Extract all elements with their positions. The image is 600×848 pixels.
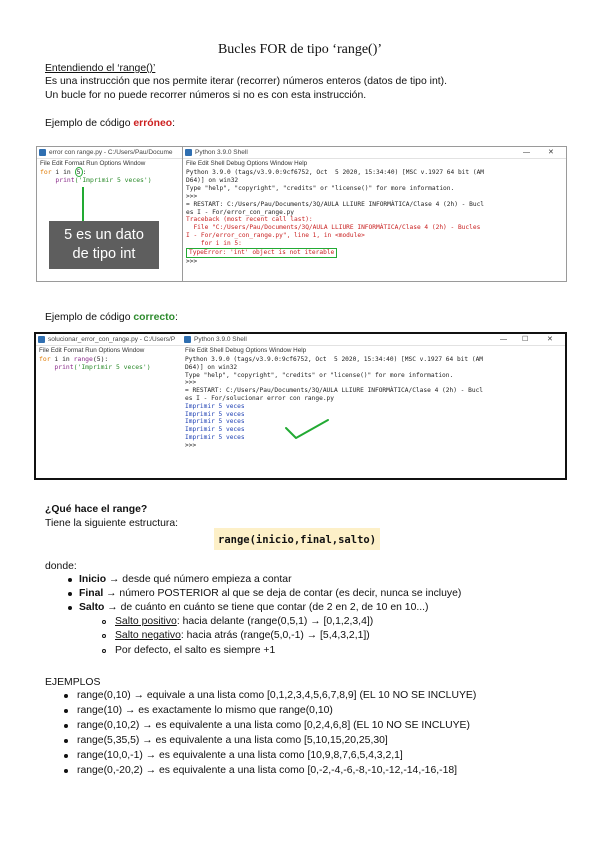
label-prefix: Ejemplo de código bbox=[45, 312, 134, 323]
sub-term: Salto positivo bbox=[115, 616, 177, 627]
traceback-line: for i in 5: bbox=[186, 240, 242, 248]
traceback-line: File "C:/Users/Pau/Documents/3Q/AULA LLIURE INFORMÀTICA/Clase 4 (2h) - Bucles bbox=[186, 224, 481, 232]
code-kw: for bbox=[40, 168, 52, 176]
shell-line: Type "help", "copyright", "credits" or "license()" for more information. bbox=[185, 371, 454, 379]
code-number: 5 bbox=[76, 168, 81, 176]
item-term: Salto bbox=[79, 602, 105, 613]
bullet-icon bbox=[64, 769, 68, 773]
shell-prompt[interactable]: >>> bbox=[185, 441, 200, 449]
code-rest: i in bbox=[50, 355, 74, 363]
example-item: range(10) → es exactamente lo mismo que range(0,10) bbox=[77, 705, 333, 716]
shell-prompt[interactable]: >>> bbox=[186, 257, 201, 265]
minimize-icon[interactable]: — bbox=[523, 149, 530, 156]
editor-title: error con range.py - C:/Users/Pau/Docume bbox=[49, 149, 173, 156]
shell-titlebar bbox=[183, 147, 566, 159]
shell-menubar[interactable]: File Edit Shell Debug Options Window Help bbox=[185, 347, 307, 354]
shell-line: Python 3.9.0 (tags/v3.9.0:9cf6752, Oct 5 2020, 15:34:40) [MSC v.1927 64 bit (AM bbox=[186, 169, 485, 176]
structure-intro: Tiene la siguiente estructura: bbox=[45, 518, 179, 529]
correct-editor-window bbox=[36, 334, 183, 478]
code-range: range bbox=[73, 355, 93, 363]
checkmark-icon bbox=[282, 414, 332, 444]
code-colon: : bbox=[82, 168, 87, 176]
python-file-icon bbox=[38, 336, 45, 343]
structure-item bbox=[79, 601, 428, 614]
shell-line: es I - For/solucionar error con range.py bbox=[185, 394, 335, 402]
wrong-shell-window bbox=[182, 146, 567, 282]
shell-line: es I - For/error_con_range.py bbox=[186, 208, 295, 216]
example-item: range(5,35,5) → es equivalente a una lista como [5,10,15,20,25,30] bbox=[77, 735, 388, 746]
shell-line: Python 3.9.0 (tags/v3.9.0:9cf6752, Oct 5 2020, 15:34:40) [MSC v.1927 64 bit (AM bbox=[185, 356, 484, 363]
output-line: Imprimir 5 veces bbox=[185, 426, 245, 434]
example-item: range(0,10,2) → es equivalente a una lista como [0,2,4,6,8] (EL 10 NO SE INCLUYE) bbox=[77, 720, 470, 731]
label-wrong-word: erróneo bbox=[133, 118, 173, 129]
code-string: ('Imprimir 5 veces') bbox=[73, 362, 151, 371]
editor-menubar[interactable]: File Edit Format Run Options Window bbox=[40, 160, 146, 167]
label-prefix: Ejemplo de código bbox=[45, 118, 134, 129]
shell-line: = RESTART: C:/Users/Pau/Documents/3Q/AULA LLIURE INFORMÀTICA/Clase 4 (2h) - Bucl bbox=[185, 387, 484, 395]
shell-title: Python 3.9.0 Shell bbox=[194, 336, 247, 343]
item-text: → número POSTERIOR al que se deja de contar (es decir, nunca se incluye) bbox=[103, 588, 462, 599]
wrong-editor-window bbox=[36, 146, 184, 282]
shell-line: Type "help", "copyright", "credits" or "license()" for more information. bbox=[186, 184, 455, 192]
shell-line: D64)] on win32 bbox=[186, 176, 239, 184]
code-string: ('Imprimir 5 veces') bbox=[74, 175, 152, 184]
sub-item bbox=[115, 615, 373, 628]
donde-label: donde: bbox=[45, 561, 77, 572]
item-term: Inicio bbox=[79, 574, 107, 585]
sub-bullet-icon bbox=[102, 634, 106, 638]
python-shell-icon bbox=[185, 149, 192, 156]
examples-heading: EJEMPLOS bbox=[45, 677, 101, 688]
wrong-example-label bbox=[45, 117, 175, 130]
intro-line-1: Es una instrucción que nos permite iterar (recorrer) números enteros (datos de tipo int). bbox=[45, 76, 447, 87]
editor-title: solucionar_error_con_range.py - C:/Users/P bbox=[48, 336, 176, 343]
bullet-icon bbox=[64, 739, 68, 743]
item-text: → desde qué número empieza a contar bbox=[106, 574, 292, 585]
bullet-icon bbox=[64, 724, 68, 728]
bullet-icon bbox=[64, 694, 68, 698]
shell-menubar[interactable]: File Edit Shell Debug Options Window Help bbox=[186, 160, 308, 167]
traceback-line: I - For/error_con_range.py", line 1, in <module> bbox=[186, 232, 365, 240]
python-file-icon bbox=[39, 149, 46, 156]
shell-title: Python 3.9.0 Shell bbox=[195, 149, 248, 156]
sub-bullet-icon bbox=[102, 649, 106, 653]
code-rest: i in bbox=[51, 168, 75, 176]
item-text: → de cuánto en cuánto se tiene que contar (de 2 en 2, de 10 en 10...) bbox=[104, 602, 429, 613]
sub-text: : hacia delante (range(0,5,1) → [0,1,2,3,4]) bbox=[176, 616, 374, 627]
code-print: print bbox=[39, 362, 74, 371]
sub-item bbox=[115, 644, 275, 657]
structure-heading: ¿Qué hace el range? bbox=[45, 504, 148, 515]
shell-titlebar bbox=[182, 334, 565, 346]
maximize-icon[interactable]: ☐ bbox=[522, 336, 529, 343]
item-term: Final bbox=[79, 588, 104, 599]
syntax-text: range(inicio,final,salto) bbox=[218, 534, 377, 546]
sub-item bbox=[115, 629, 370, 642]
close-icon[interactable]: ✕ bbox=[548, 149, 554, 156]
structure-item bbox=[79, 587, 461, 600]
bullet-icon bbox=[68, 592, 72, 596]
editor-titlebar bbox=[36, 334, 182, 346]
sub-text: Por defecto, el salto es siempre +1 bbox=[115, 645, 276, 656]
shell-line: D64)] on win32 bbox=[185, 363, 238, 371]
editor-code[interactable] bbox=[37, 169, 183, 184]
editor-code[interactable] bbox=[36, 356, 182, 371]
shell-output[interactable] bbox=[182, 356, 565, 450]
code-kw: for bbox=[39, 355, 51, 363]
intro-line-2: Un bucle for no puede recorrer números si no es con esta instrucción. bbox=[45, 90, 367, 101]
code-print: print bbox=[40, 175, 75, 184]
error-line: TypeError: 'int' object is not iterable bbox=[186, 248, 337, 258]
close-icon[interactable]: ✕ bbox=[547, 336, 553, 343]
bullet-icon bbox=[68, 606, 72, 610]
output-line: Imprimir 5 veces bbox=[185, 433, 245, 441]
bullet-icon bbox=[68, 578, 72, 582]
correct-shell-window bbox=[182, 334, 565, 478]
example-item: range(10,0,-1) → es equivalente a una lista como [10,9,8,7,6,5,4,3,2,1] bbox=[77, 750, 403, 761]
minimize-icon[interactable]: — bbox=[500, 336, 507, 343]
syntax-box bbox=[214, 528, 380, 550]
bullet-icon bbox=[64, 709, 68, 713]
callout-box: 5 es un dato de tipo int bbox=[49, 221, 159, 269]
intro-heading: Entendiendo el ‘range()’ bbox=[45, 63, 156, 74]
editor-titlebar bbox=[37, 147, 183, 159]
sub-term: Salto negativo bbox=[115, 630, 181, 641]
shell-output[interactable] bbox=[183, 169, 566, 266]
output-line: Imprimir 5 veces bbox=[185, 402, 245, 410]
traceback-line: Traceback (most recent call last): bbox=[186, 216, 313, 224]
label-suffix: : bbox=[174, 312, 178, 323]
output-line: Imprimir 5 veces bbox=[185, 418, 245, 426]
bullet-icon bbox=[64, 754, 68, 758]
example-item: range(0,-20,2) → es equivalente a una lista como [0,-2,-4,-6,-8,-10,-12,-14,-16,-18] bbox=[77, 765, 458, 776]
python-shell-icon bbox=[184, 336, 191, 343]
structure-item bbox=[79, 573, 292, 586]
shell-line: = RESTART: C:/Users/Pau/Documents/3Q/AULA LLIURE INFORMÀTICA/Clase 4 (2h) - Bucl bbox=[186, 200, 485, 208]
callout-connector bbox=[82, 187, 84, 221]
correct-screenshot-frame bbox=[34, 332, 567, 480]
example-item: range(0,10) → equivale a una lista como [0,1,2,3,4,5,6,7,8,9] (EL 10 NO SE INCLUYE) bbox=[77, 690, 477, 701]
editor-menubar[interactable]: File Edit Format Run Options Window bbox=[39, 347, 145, 354]
label-suffix: : bbox=[172, 118, 175, 129]
label-correct-word: correcto bbox=[133, 312, 175, 323]
code-args: (5): bbox=[92, 355, 109, 363]
shell-line: >>> bbox=[186, 192, 201, 200]
sub-text: : hacia atrás (range(5,0,-1) → [5,4,3,2,1]) bbox=[180, 630, 370, 641]
shell-line: >>> bbox=[185, 379, 200, 387]
sub-bullet-icon bbox=[102, 620, 106, 624]
output-line: Imprimir 5 veces bbox=[185, 410, 245, 418]
page-title: Bucles FOR de tipo ‘range()’ bbox=[217, 42, 383, 57]
correct-example-label bbox=[45, 311, 178, 324]
